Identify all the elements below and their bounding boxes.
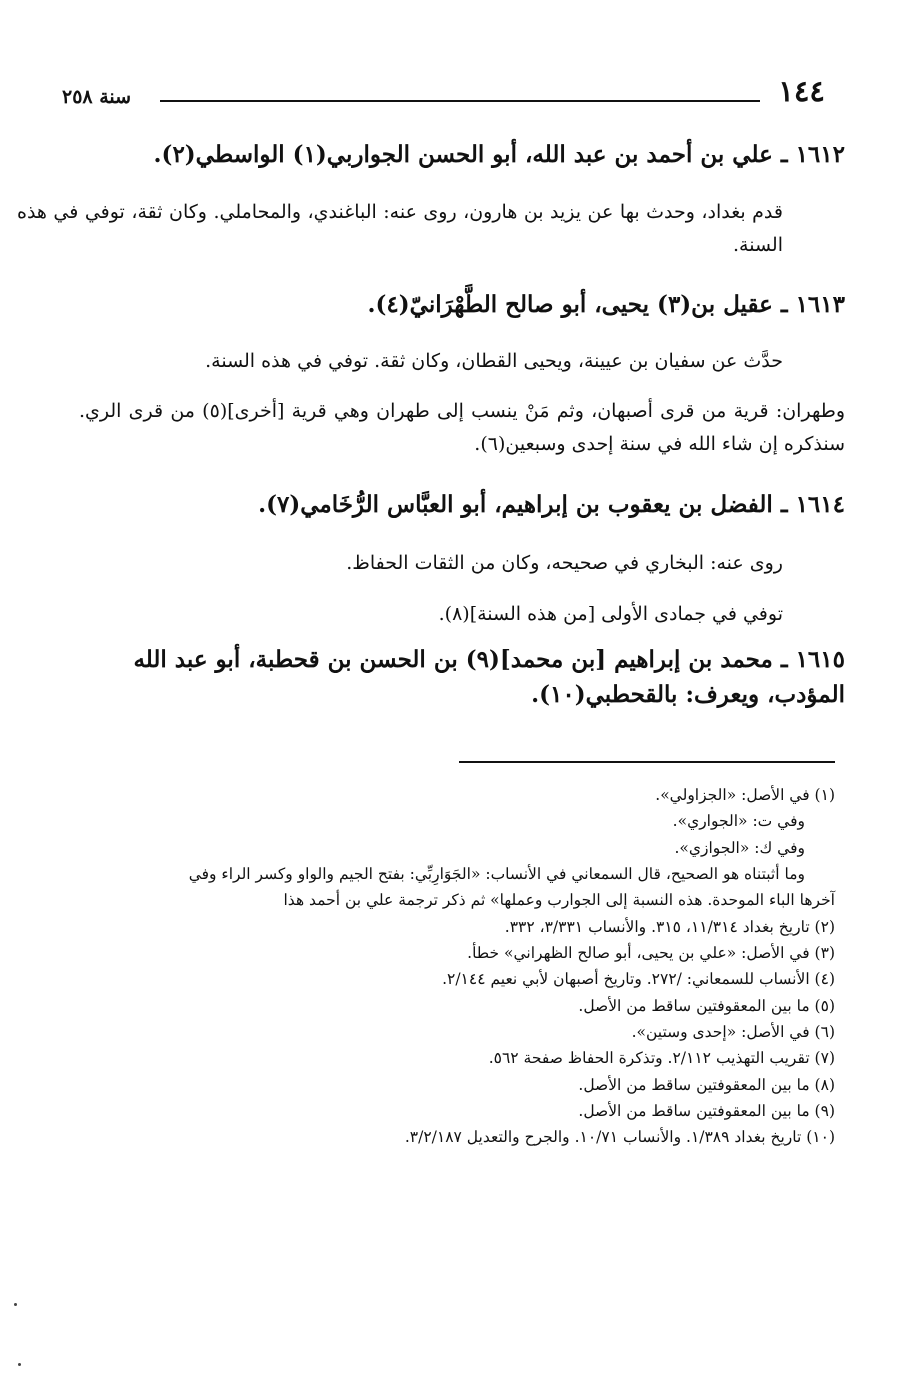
footnote-3: (٣) في الأصل: «علي بن يحيى، أبو صالح الظهراني» خطأ. bbox=[467, 944, 835, 963]
footnote-8: (٨) ما بين المعقوفتين ساقط من الأصل. bbox=[578, 1075, 835, 1094]
footnote-6: (٦) في الأصل: «إحدى وستين». bbox=[631, 1023, 835, 1042]
footnote-5: (٥) ما بين المعقوفتين ساقط من الأصل. bbox=[578, 996, 835, 1015]
entry-paragraph-1614-b: توفي في جمادى الأولى [من هذه السنة](٨). bbox=[438, 603, 783, 625]
scan-speck bbox=[18, 1363, 21, 1366]
entry-heading-1614: ١٦١٤ ـ الفضل بن يعقوب بن إبراهيم، أبو العبَّاس الرُّخَامي(٧). bbox=[258, 491, 845, 518]
footnote-10: (١٠) تاريخ بغداد ١/٣٨٩. والأنساب ١٠/٧١. والجرح والتعديل ٣/٢/١٨٧. bbox=[404, 1128, 835, 1147]
footnote-separator bbox=[459, 761, 835, 763]
entry-paragraph-1614-a: روى عنه: البخاري في صحيحه، وكان من الثقات الحفاظ. bbox=[346, 552, 783, 574]
footnotes bbox=[85, 782, 835, 1151]
page-number: ١٤٤ bbox=[778, 74, 825, 108]
footnote-1: (١) في الأصل: «الجزاولي». bbox=[655, 786, 835, 804]
footnote-1-note-line-2: آخرها الباء الموحدة. هذه النسبة إلى الجوارب وعملها» ثم ذكر ترجمة علي بن أحمد هذا bbox=[283, 891, 835, 910]
footnote-4: (٤) الأنساب للسمعاني: /٢٧٢. وتاريخ أصبهان لأبي نعيم ٢/١٤٤. bbox=[442, 970, 835, 989]
footnote-1-variant-t: وفي ت: «الجواري». bbox=[672, 812, 805, 831]
footnote-1-note-line-1: وما أثبتناه هو الصحيح، قال السمعاني في الأنساب: «الجَوَارِبِّي: بفتح الجيم والواو وكسر الراء وفي bbox=[188, 865, 805, 884]
footnote-2: (٢) تاريخ بغداد ١١/٣١٤، ٣١٥. والأنساب ٣/٣٣١، ٣٣٢. bbox=[504, 917, 835, 936]
entry-heading-1613: ١٦١٣ ـ عقيل بن(٣) يحيى، أبو صالح الطَّهْرَانيّ(٤). bbox=[367, 291, 845, 318]
footnote-1-variant-k: وفي ك: «الجوازي». bbox=[674, 838, 805, 857]
entry-paragraph-1613-b: وطهران: قرية من قرى أصبهان، وثم مَنْ ينسب إلى طهران وهي قرية [أخرى](٥) من قرى الري. سنذكره إن شاء الله في سنة إحدى وسبعين(٦). bbox=[79, 400, 845, 456]
footnote-9: (٩) ما بين المعقوفتين ساقط من الأصل. bbox=[578, 1102, 835, 1121]
running-header-year: سنة ٢٥٨ bbox=[62, 86, 132, 108]
entry-paragraph-1613-a: حدَّث عن سفيان بن عيينة، ويحيى القطان، وكان ثقة. توفي في هذه السنة. bbox=[205, 350, 783, 372]
entry-heading-1615: ١٦١٥ ـ محمد بن إبراهيم [بن محمد](٩) بن الحسن بن قحطبة، أبو عبد الله المؤدب، ويعرف: بالقحطبي(١٠). bbox=[133, 646, 845, 708]
header-rule bbox=[160, 100, 760, 102]
entry-heading-1612: ١٦١٢ ـ علي بن أحمد بن عبد الله، أبو الحسن الجواربي(١) الواسطي(٢). bbox=[153, 141, 845, 168]
scan-speck bbox=[14, 1303, 17, 1306]
footnote-7: (٧) تقريب التهذيب ٢/١١٢. وتذكرة الحفاظ صفحة ٥٦٢. bbox=[488, 1049, 835, 1068]
entry-paragraph-1612: قدم بغداد، وحدث بها عن يزيد بن هارون، روى عنه: الباغندي، والمحاملي. وكان ثقة، توفي في هذه السنة. bbox=[17, 201, 783, 257]
